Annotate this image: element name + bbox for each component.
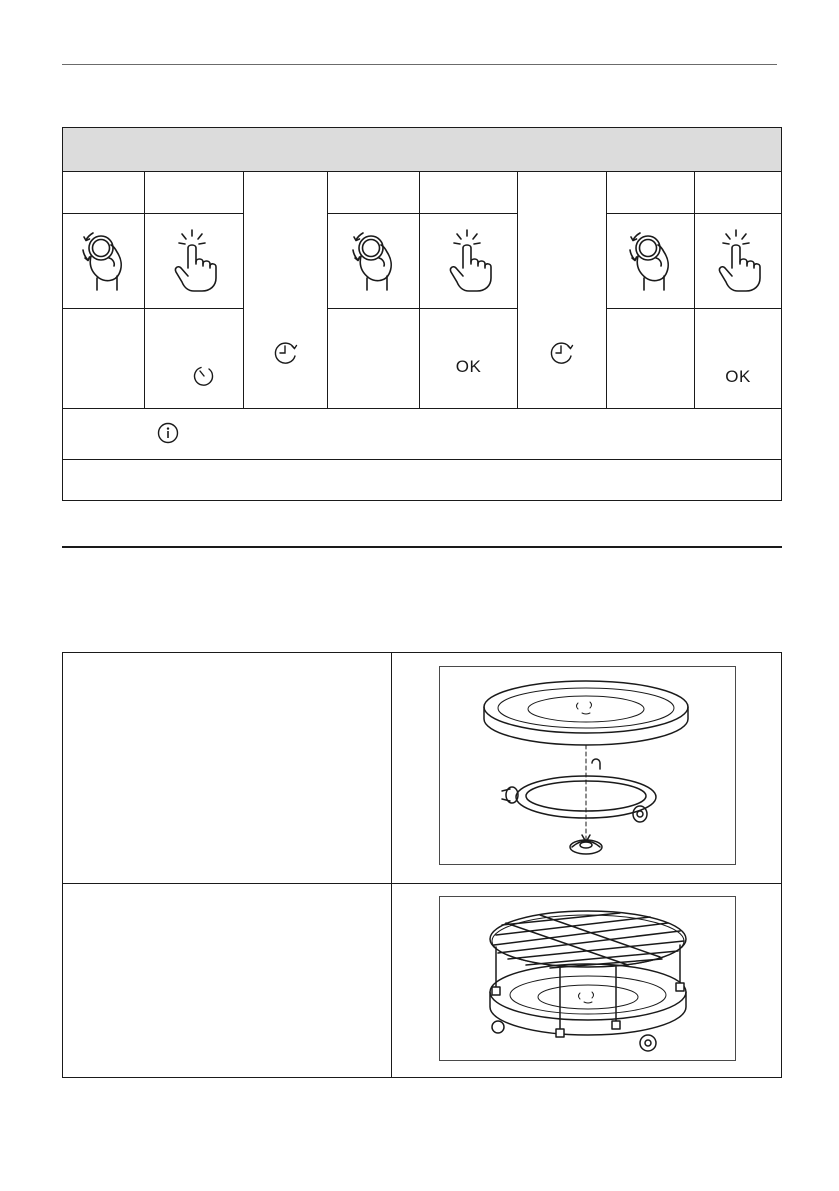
row-divider: [63, 171, 781, 172]
step-1-cell: [63, 214, 144, 308]
note-row: [63, 460, 781, 500]
row-divider: [327, 308, 517, 309]
timer-icon: [193, 365, 215, 387]
step-1b-cell: [144, 214, 243, 308]
step-3-cell: [607, 214, 694, 308]
step-2-cell: [328, 214, 419, 308]
duration-cell-1: [244, 328, 327, 378]
row-divider: [63, 883, 781, 884]
rotate-knob-icon: [71, 228, 137, 294]
press-finger-icon: [708, 228, 768, 294]
duration-clock-icon: [549, 340, 575, 366]
ok-cell-2: [695, 352, 781, 402]
steps-table: [62, 127, 782, 501]
turntable-illustration: [439, 666, 736, 865]
steps-table-header: [63, 128, 781, 171]
timer-cell: [144, 356, 243, 396]
top-rule: [62, 64, 777, 65]
section-rule: [62, 546, 782, 548]
accessory-table: [62, 652, 782, 1078]
step-2b-cell: [420, 214, 517, 308]
turntable-assembly-image: [440, 667, 735, 864]
ok-cell-1: [420, 342, 517, 392]
ok-label: OK: [455, 357, 482, 376]
row-divider: [63, 308, 243, 309]
rotate-knob-icon: [341, 228, 407, 294]
press-finger-icon: [439, 228, 499, 294]
info-icon: [157, 422, 179, 444]
col-divider: [391, 653, 392, 1077]
duration-clock-icon: [273, 340, 299, 366]
step-3b-cell: [695, 214, 781, 308]
press-finger-icon: [164, 228, 224, 294]
rack-illustration: [439, 896, 736, 1061]
duration-cell-2: [518, 328, 606, 378]
rotate-knob-icon: [618, 228, 684, 294]
ok-label: OK: [725, 367, 751, 386]
wire-rack-on-turntable-image: [440, 897, 735, 1060]
info-row: [63, 409, 781, 459]
